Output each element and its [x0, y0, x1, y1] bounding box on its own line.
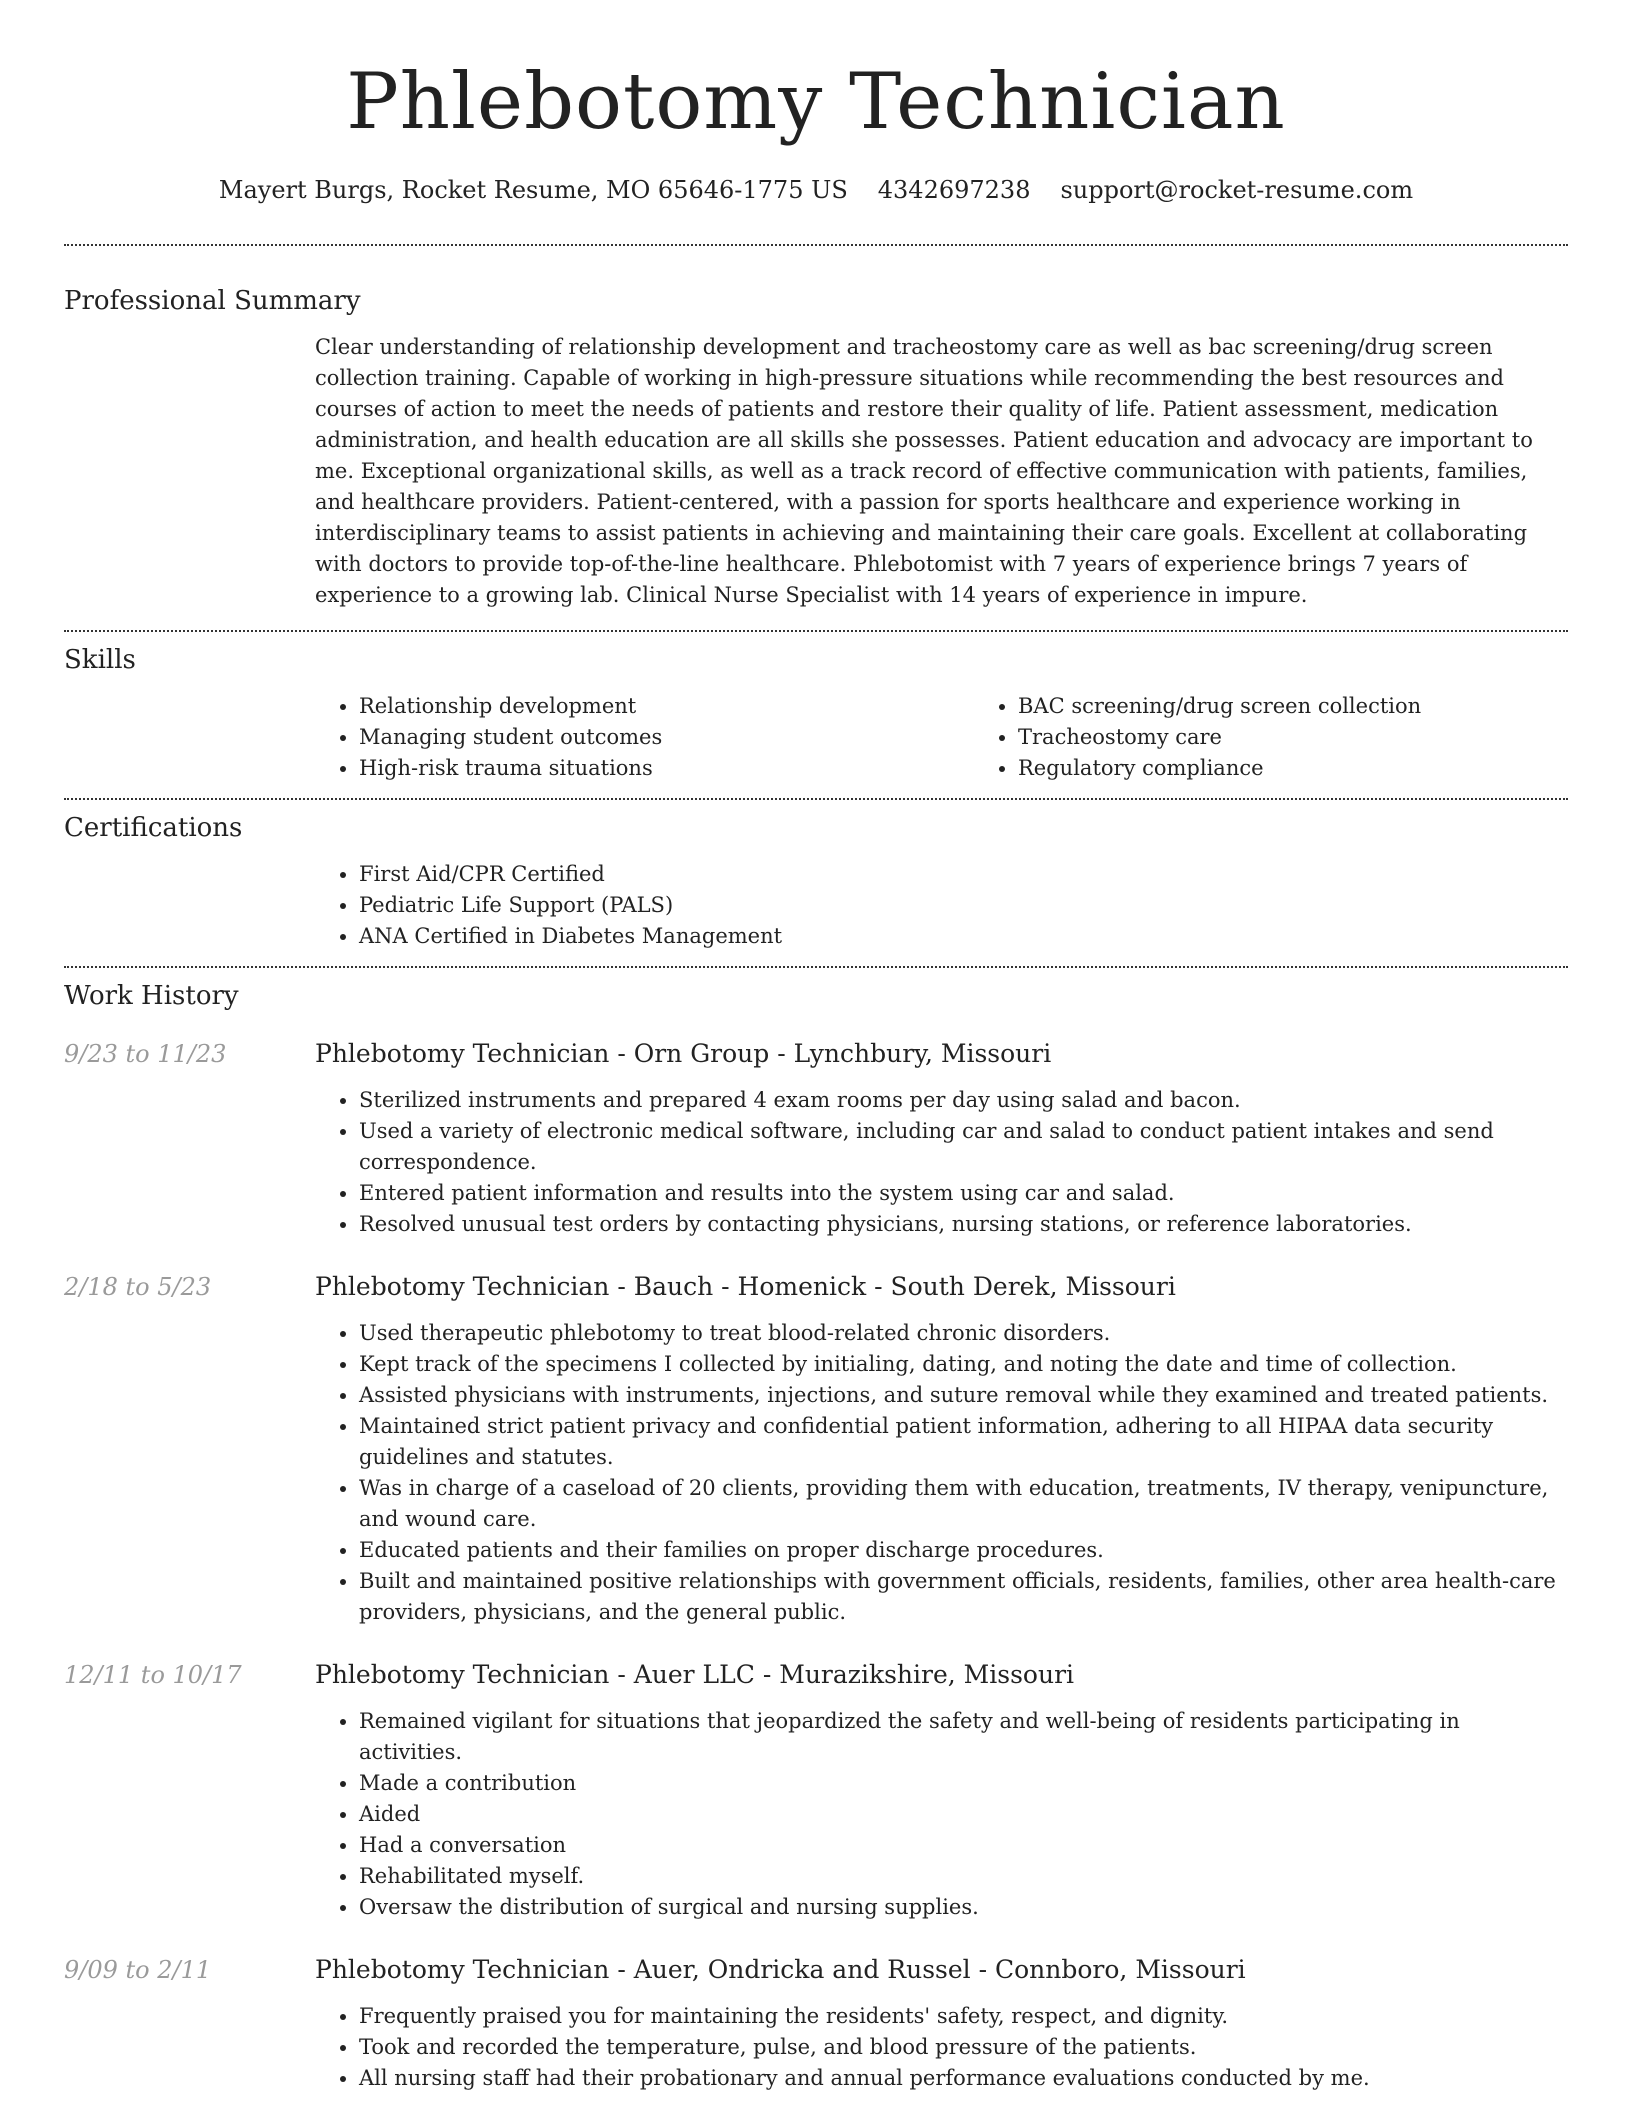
job-bullet: • All nursing staff had their probationary and annual performance evaluations conducted by me. [359, 2063, 1568, 2094]
skills-column-left [315, 691, 974, 784]
skill-item: • High-risk trauma situations [359, 753, 974, 784]
skills-list [315, 691, 1568, 784]
divider [64, 966, 1568, 968]
job-bullet: • Took and recorded the temperature, pulse, and blood pressure of the patients. [359, 2032, 1568, 2063]
job-bullet: • Made a contribution [359, 1768, 1568, 1799]
job-bullet: • Had a conversation [359, 1830, 1568, 1861]
job-bullet: • Frequently praised you for maintaining the residents' safety, respect, and dignity. [359, 2001, 1568, 2032]
certification-item: • First Aid/CPR Certified [359, 859, 1568, 890]
certification-item: • Pediatric Life Support (PALS) [359, 890, 1568, 921]
skill-item: • BAC screening/drug screen collection [1018, 691, 1632, 722]
job-bullets [315, 1318, 1568, 1628]
skill-item: • Relationship development [359, 691, 974, 722]
divider [64, 244, 1568, 246]
job-title: Phlebotomy Technician - Auer, Ondricka and Russel - Connboro, Missouri [315, 1955, 1246, 1984]
job-bullet: • Kept track of the specimens I collected by initialing, dating, and noting the date and time of collection. [359, 1349, 1568, 1380]
resume-page [64, 0, 1568, 2094]
job-bullet: • Oversaw the distribution of surgical and nursing supplies. [359, 1892, 1568, 1923]
divider [64, 630, 1568, 632]
divider [64, 798, 1568, 800]
skill-item: • Managing student outcomes [359, 722, 974, 753]
candidate-name: Phlebotomy Technician [346, 57, 1286, 147]
job-bullet: • Educated patients and their families on proper discharge procedures. [359, 1535, 1568, 1566]
section-title-work-history: Work History [64, 981, 239, 1011]
job-entry [64, 1270, 1568, 1628]
job-bullet: • Sterilized instruments and prepared 4 exam rooms per day using salad and bacon. [359, 1085, 1568, 1116]
job-bullet: • Built and maintained positive relationships with government officials, residents, families, other area health-care providers, physicians, and the general public. [359, 1566, 1568, 1628]
job-bullets [315, 1085, 1568, 1240]
certification-item: • ANA Certified in Diabetes Management [359, 921, 1568, 952]
section-title-skills: Skills [64, 645, 136, 675]
job-bullet: • Rehabilitated myself. [359, 1861, 1568, 1892]
job-bullet: • Was in charge of a caseload of 20 clients, providing them with education, treatments, IV therapy, venipuncture, and wound care. [359, 1473, 1568, 1535]
skill-item: • Regulatory compliance [1018, 753, 1632, 784]
job-entry [64, 1953, 1568, 2094]
skills-column-right [974, 691, 1632, 784]
contact-address: Mayert Burgs, Rocket Resume, MO 65646-1775 US [218, 176, 848, 204]
section-title-certifications: Certifications [64, 813, 243, 843]
job-bullet: • Used a variety of electronic medical software, including car and salad to conduct patient intakes and send correspondence. [359, 1116, 1568, 1178]
job-dates: 9/23 to 11/23 [64, 1040, 227, 1068]
job-bullet: • Remained vigilant for situations that jeopardized the safety and well-being of residents participating in activities. [359, 1706, 1568, 1768]
job-dates: 9/09 to 2/11 [64, 1956, 212, 1984]
job-title: Phlebotomy Technician - Auer LLC - Murazikshire, Missouri [315, 1660, 1075, 1689]
job-dates: 2/18 to 5/23 [64, 1273, 212, 1301]
job-bullet: • Entered patient information and results into the system using car and salad. [359, 1178, 1568, 1209]
contact-line [64, 174, 1568, 206]
section-title-summary: Professional Summary [64, 286, 361, 316]
job-bullets [315, 1706, 1568, 1923]
job-bullets [315, 2001, 1568, 2094]
job-dates: 12/11 to 10/17 [64, 1661, 242, 1689]
job-bullet: • Maintained strict patient privacy and confidential patient information, adhering to all HIPAA data security guidelines and statutes. [359, 1411, 1568, 1473]
contact-phone: 4342697238 [877, 176, 1031, 204]
skill-item: • Tracheostomy care [1018, 722, 1632, 753]
job-entry [64, 1037, 1568, 1240]
certifications-list [315, 859, 1568, 952]
job-bullet: • Aided [359, 1799, 1568, 1830]
job-entry [64, 1658, 1568, 1923]
job-title: Phlebotomy Technician - Orn Group - Lynchbury, Missouri [315, 1039, 1052, 1068]
contact-email: support@rocket-resume.com [1060, 176, 1414, 204]
job-bullet: • Used therapeutic phlebotomy to treat blood-related chronic disorders. [359, 1318, 1568, 1349]
summary-text: Clear understanding of relationship development and tracheostomy care as well as bac screening/drug screen collection training. Capable of working in high-pressure situations while recommending the best resources and courses of action to meet the needs of patients and restore their quality of life. Patient assessment, medication administration, and health education are all skills she possesses. Patient education and advocacy are important to me. Exceptional organizational skills, as well as a track record of effective communication with patients, families, and healthcare providers. Patient-centered, with a passion for sports healthcare and experience working in interdisciplinary teams to assist patients in achieving and maintaining their care goals. Excellent at collaborating with doctors to provide top-of-the-line healthcare. Phlebotomist with 7 years of experience brings 7 years of experience to a growing lab. Clinical Nurse Specialist with 14 years of experience in impure. [315, 335, 1533, 607]
job-bullet: • Assisted physicians with instruments, injections, and suture removal while they examined and treated patients. [359, 1380, 1568, 1411]
job-bullet: • Resolved unusual test orders by contacting physicians, nursing stations, or reference laboratories. [359, 1209, 1568, 1240]
job-title: Phlebotomy Technician - Bauch - Homenick - South Derek, Missouri [315, 1272, 1176, 1301]
